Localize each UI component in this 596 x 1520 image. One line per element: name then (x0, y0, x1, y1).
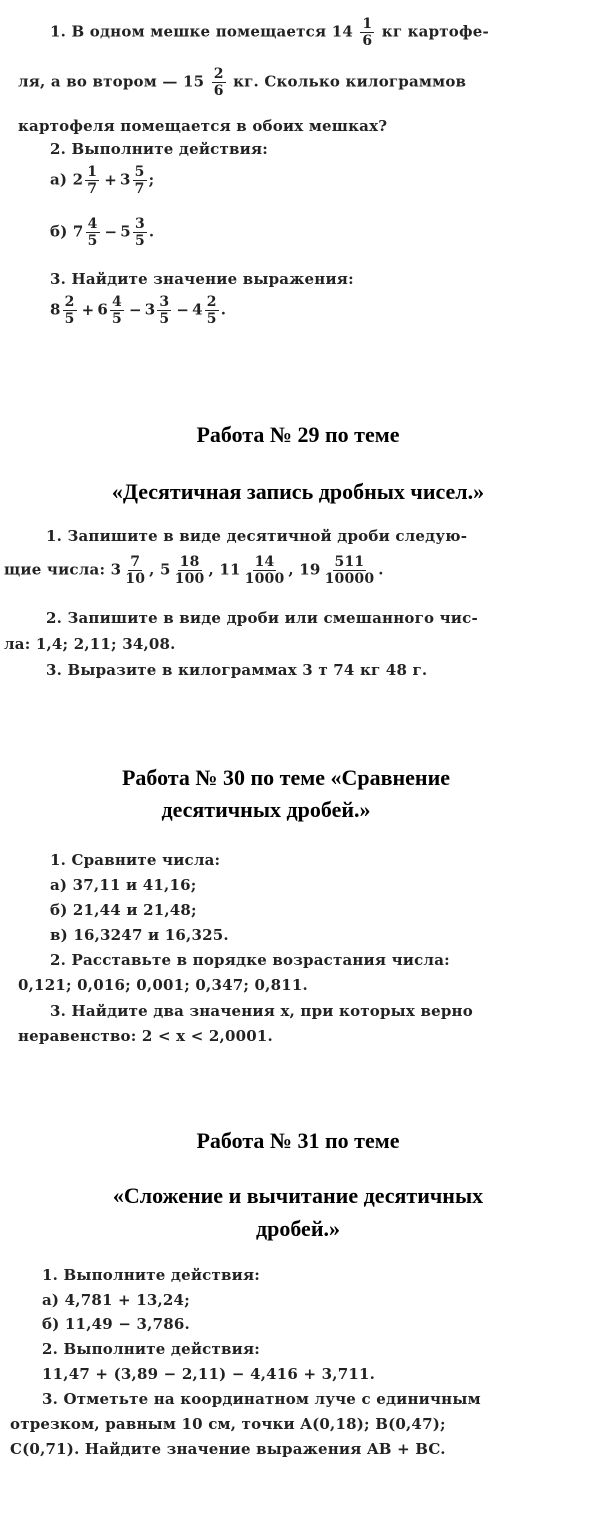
fraction-denominator: 6 (362, 33, 373, 50)
fraction (157, 294, 171, 327)
fraction-numerator: 3 (134, 216, 145, 232)
text: 19 (299, 560, 321, 579)
fraction-numerator: 14 (254, 554, 275, 570)
fraction-numerator: 2 (206, 294, 217, 310)
text: 1. Запишите в виде десятичной дроби следую- (46, 527, 468, 545)
task1-line1 (50, 16, 489, 49)
fraction (133, 216, 147, 249)
text: , (149, 560, 155, 579)
work31-heading-line3: дробей.» (255, 1216, 340, 1241)
operator: − (128, 300, 142, 319)
text: 4 (192, 300, 203, 319)
text: . (220, 300, 227, 319)
fraction-numerator: 2 (64, 294, 75, 310)
fraction (173, 554, 207, 587)
fraction-denominator: 5 (134, 233, 145, 250)
fraction-numerator: 3 (159, 294, 170, 310)
fraction-denominator: 5 (64, 311, 75, 328)
text: ; (148, 170, 155, 189)
fraction-numerator: 18 (179, 554, 200, 570)
fraction (86, 216, 100, 249)
work29-task1-line1 (46, 527, 546, 545)
operator: + (81, 300, 95, 319)
work30-heading-line2: десятичных дробей.» (161, 797, 371, 822)
work30-task3-line2: неравенство: 2 < x < 2,0001. (18, 1027, 273, 1045)
work30-heading-line1: Работа № 30 по теме «Сравнение (121, 765, 451, 790)
task1-line2 (18, 66, 466, 99)
fraction-numerator: 5 (134, 164, 145, 180)
text: 8 (50, 300, 61, 319)
text: кг. Сколько килограммов (233, 72, 467, 91)
work29-task3: 3. Выразите в килограммах 3 т 74 кг 48 г. (46, 661, 428, 679)
work31-task3-line1: 3. Отметьте на координатном луче с единичным (42, 1390, 481, 1408)
work31-task2-title: 2. Выполните действия: (42, 1340, 260, 1358)
fraction-denominator: 7 (87, 181, 98, 198)
text: 5 (160, 560, 171, 579)
fraction (110, 294, 124, 327)
text: , (208, 560, 214, 579)
fraction (323, 554, 377, 587)
work30-task2-line2: 0,121; 0,016; 0,001; 0,347; 0,811. (18, 976, 308, 994)
work31-task1-title: 1. Выполните действия: (42, 1266, 260, 1284)
fraction (360, 16, 374, 49)
fraction-denominator: 10000 (324, 571, 375, 588)
operator: − (176, 300, 190, 319)
task2-title: 2. Выполните действия: (50, 140, 268, 158)
work31-heading-line1: Работа № 31 по теме (196, 1128, 400, 1153)
work29-task2-line2: ла: 1,4; 2,11; 34,08. (4, 635, 176, 653)
text: ля, а во втором — 15 (18, 72, 205, 91)
task3-expression (50, 294, 226, 327)
text: 6 (97, 300, 109, 319)
text: 11 (219, 560, 241, 579)
operator: + (104, 170, 118, 189)
text: щие числа: 3 (4, 560, 122, 579)
work31-heading-line2: «Сложение и вычитание десятичных (112, 1183, 484, 1208)
fraction (243, 554, 287, 587)
work30-task1a: а) 37,11 и 41,16; (50, 876, 197, 894)
fraction (85, 164, 99, 197)
task3-title: 3. Найдите значение выражения: (50, 270, 354, 288)
work30-task1b: б) 21,44 и 21,48; (50, 901, 197, 919)
operator: − (104, 222, 118, 241)
fraction-denominator: 7 (134, 181, 145, 198)
text: 3 (120, 170, 131, 189)
text: 3 (144, 300, 156, 319)
work29-heading-line1: Работа № 29 по теме (196, 422, 400, 447)
text: 1. В одном мешке помещается 14 (50, 22, 353, 41)
work31-task3-line3: C(0,71). Найдите значение выражения AB + BC. (10, 1440, 446, 1458)
work31-task1a: а) 4,781 + 13,24; (42, 1291, 190, 1309)
fraction (212, 66, 226, 99)
text: а) 2 (50, 170, 84, 189)
text: б) 7 (50, 222, 84, 241)
text: , (288, 560, 294, 579)
work29-heading-line2: «Десятичная запись дробных чисел.» (111, 479, 485, 504)
work30-task1-title: 1. Сравните числа: (50, 851, 221, 869)
work30-task3-line1: 3. Найдите два значения x, при которых верно (50, 1002, 473, 1020)
fraction-denominator: 5 (112, 311, 122, 328)
fraction-numerator: 4 (87, 216, 98, 232)
fraction (133, 164, 147, 197)
text: . (148, 222, 155, 241)
fraction-denominator: 10 (125, 571, 146, 588)
task1-line3: картофеля помещается в обоих мешках? (18, 117, 388, 135)
work31-task2-expression: 11,47 + (3,89 − 2,11) − 4,416 + 3,711. (42, 1365, 376, 1383)
fraction (63, 294, 77, 327)
work31-task1b: б) 11,49 − 3,786. (42, 1315, 190, 1333)
fraction-numerator: 1 (362, 16, 373, 32)
fraction-denominator: 5 (159, 311, 170, 328)
work29-task1-line2 (4, 554, 384, 587)
fraction (205, 294, 219, 327)
fraction-numerator: 4 (112, 294, 122, 310)
fraction-denominator: 100 (174, 571, 205, 588)
work30-task2-line1: 2. Расставьте в порядке возрастания числа: (50, 951, 450, 969)
fraction-numerator: 1 (87, 164, 98, 180)
text: кг картофе- (381, 22, 489, 41)
fraction-denominator: 5 (87, 233, 98, 250)
work31-task3-line2: отрезком, равным 10 см, точки A(0,18); B(0,47); (10, 1415, 446, 1433)
task2b (50, 216, 154, 249)
fraction-numerator: 2 (213, 66, 224, 82)
fraction-denominator: 6 (213, 83, 224, 100)
fraction-denominator: 5 (206, 311, 217, 328)
fraction-numerator: 7 (130, 554, 141, 570)
work29-task2-line1: 2. Запишите в виде дроби или смешанного чис- (46, 609, 478, 627)
work30-task1c: в) 16,3247 и 16,325. (50, 926, 229, 944)
text: 5 (120, 222, 131, 241)
fraction-denominator: 1000 (244, 571, 285, 588)
text: . (378, 560, 384, 579)
fraction-numerator: 511 (334, 554, 365, 570)
task2a (50, 164, 154, 197)
fraction (123, 554, 147, 587)
